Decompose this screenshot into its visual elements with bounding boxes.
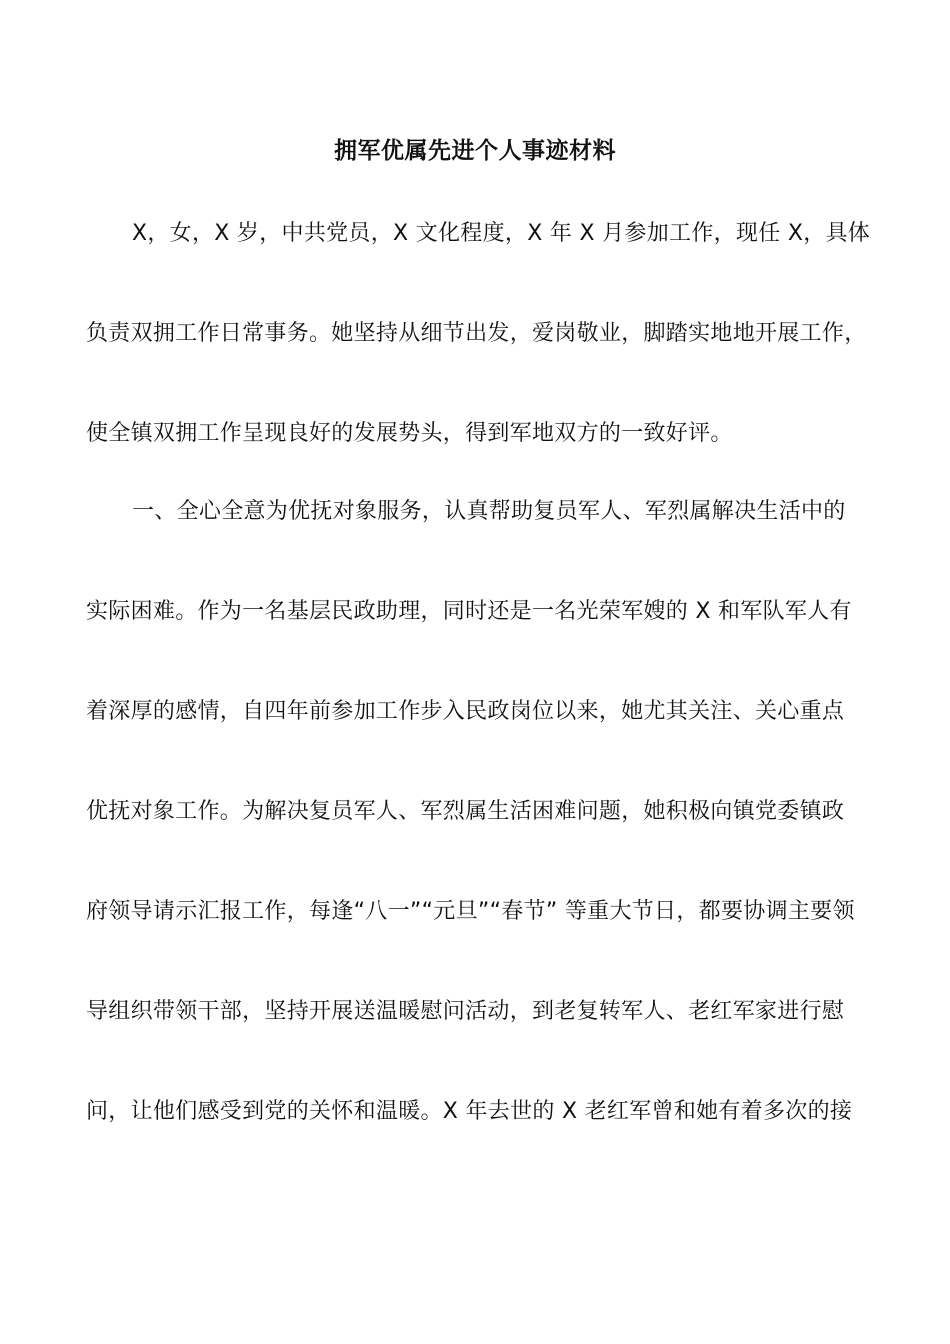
paragraph-line-8: 府领导请示汇报工作，每逢“八一”“元旦”“春节” 等重大节日，都要协调主要领: [86, 899, 855, 924]
paragraph-line-6: 着深厚的感情，自四年前参加工作步入民政岗位以来，她尤其关注、关心重点: [86, 699, 845, 724]
document-title: 拥军优属先进个人事迹材料: [334, 138, 616, 164]
paragraph-line-9: 导组织带领干部，坚持开展送温暖慰问活动，到老复转军人、老红军家进行慰: [86, 999, 845, 1024]
paragraph-line-1: X，女，X 岁，中共党员，X 文化程度，X 年 X 月参加工作，现任 X，具体: [132, 221, 871, 246]
paragraph-line-10: 问，让他们感受到党的关怀和温暖。X 年去世的 X 老红军曾和她有着多次的接: [86, 1099, 853, 1124]
paragraph-line-7: 优抚对象工作。为解决复员军人、军烈属生活困难问题，她积极向镇党委镇政: [86, 799, 845, 824]
paragraph-line-3: 使全镇双拥工作呈现良好的发展势头，得到军地双方的一致好评。: [86, 421, 733, 446]
paragraph-line-4: 一、全心全意为优抚对象服务，认真帮助复员军人、军烈属解决生活中的: [132, 499, 846, 524]
paragraph-line-2: 负责双拥工作日常事务。她坚持从细节出发，爱岗敬业，脚踏实地地开展工作，: [86, 321, 867, 346]
paragraph-line-5: 实际困难。作为一名基层民政助理，同时还是一名光荣军嫂的 X 和军队军人有: [86, 599, 852, 624]
